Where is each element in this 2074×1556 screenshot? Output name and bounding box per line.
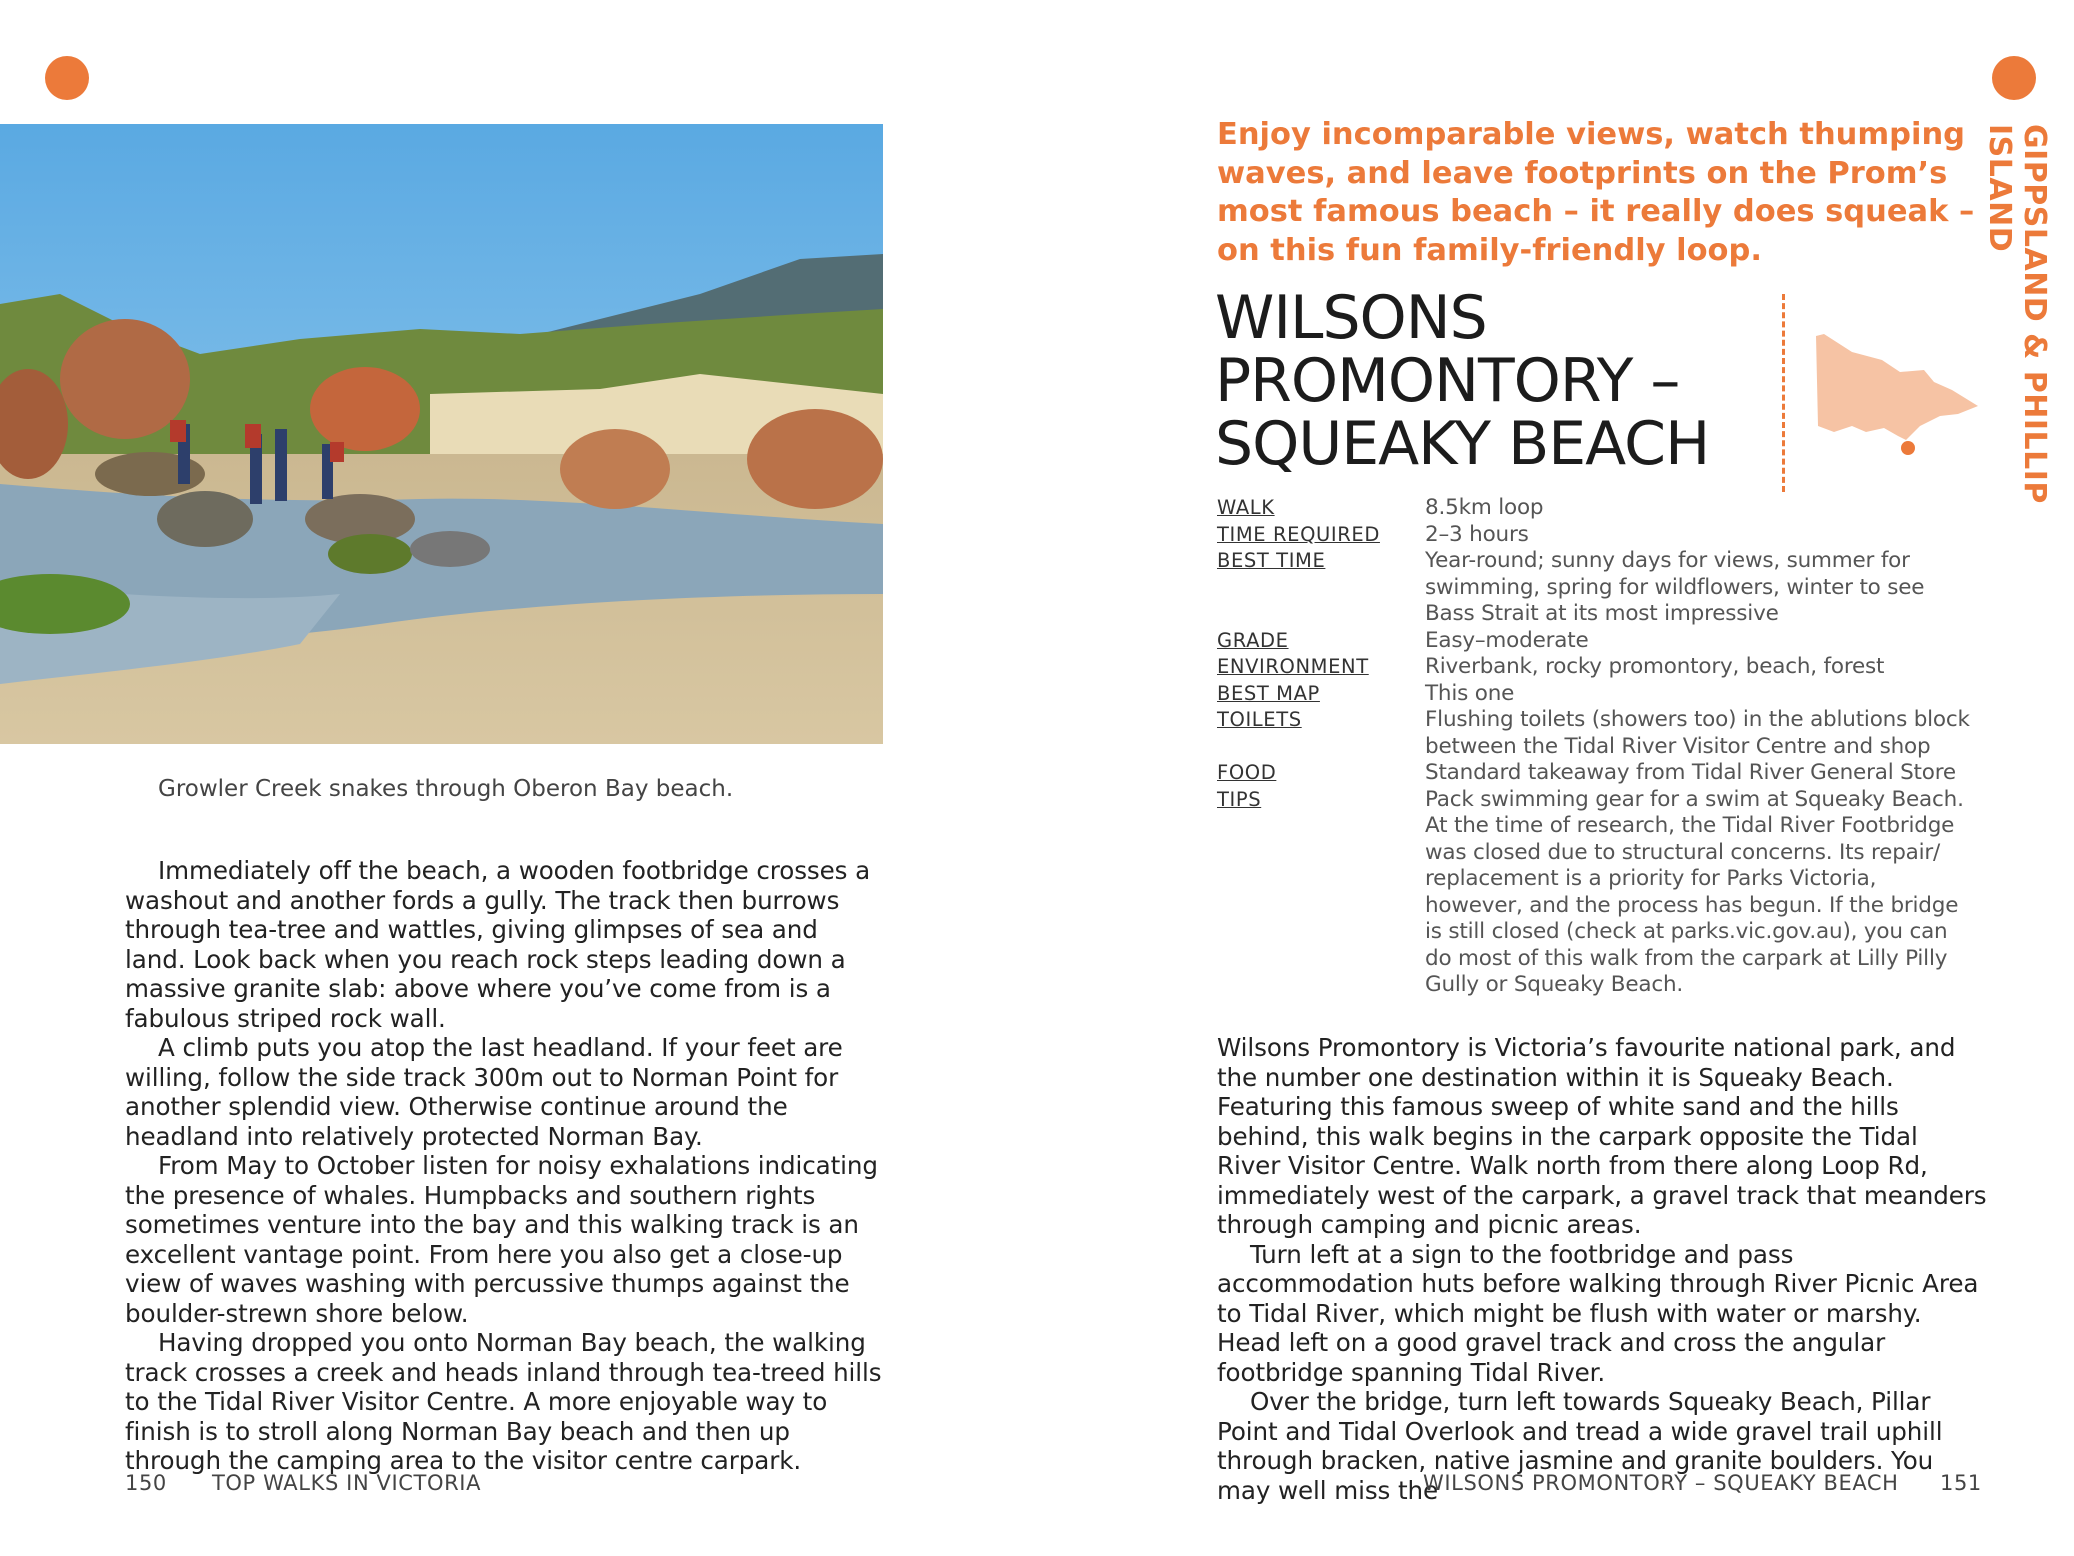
info-value: Standard takeaway from Tidal River General Store [1425, 760, 1956, 785]
info-row [1217, 707, 1977, 760]
left-running-head: TOP WALKS IN VICTORIA [212, 1471, 482, 1495]
info-row [1217, 654, 1977, 681]
info-value: Pack swimming gear for a swim at Squeaky Beach. At the time of research, the Tidal River Footbridge was closed due to structural concerns. Its repair/ replacement is a priority for Parks Victoria, however, and the process has begun. If the bridge is still closed (check at parks.vic.gov.au), you can do most of this walk from the carpark at Lilly Pilly Gully or Squeaky Beach. [1425, 786, 1964, 997]
info-value: Year-round; sunny days for views, summer for swimming, spring for wildflowers, winter to see Bass Strait at its most impressive [1425, 548, 1925, 626]
info-value: Riverbank, rocky promontory, beach, forest [1425, 654, 1885, 679]
intro-text: Enjoy incomparable views, watch thumping waves, and leave footprints on the Prom’s most famous beach – it really does squeak – on this fun family-friendly loop. [1217, 117, 1975, 268]
walk-info-table [1217, 495, 1977, 999]
info-value: Flushing toilets (showers too) in the ablutions block between the Tidal River Visitor Centre and shop [1425, 707, 1970, 759]
info-label: BEST TIME [1217, 549, 1326, 572]
dashed-divider [1782, 294, 1785, 492]
info-row [1217, 522, 1977, 549]
info-value: 2–3 hours [1425, 521, 1529, 547]
info-label: BEST MAP [1217, 681, 1320, 705]
right-running-head: WILSONS PROMONTORY – SQUEAKY BEACH [1423, 1471, 1899, 1495]
info-row [1217, 628, 1977, 655]
beach-photo-illustration [0, 124, 883, 744]
paragraph: Wilsons Promontory is Victoria’s favourite national park, and the number one destination within it is Squeaky Beach. Featuring this famous sweep of white sand and the hills behind, this walk begins in the carpark opposite the Tidal River Visitor Centre. Walk north from there along Loop Rd, immediately west of the carpark, a gravel track that meanders through camping and picnic areas. [1217, 1033, 1987, 1239]
info-label: TIME REQUIRED [1217, 522, 1380, 546]
right-page-number: 151 [1940, 1471, 1982, 1495]
info-label: TOILETS [1217, 708, 1302, 731]
beach-photo [0, 124, 883, 744]
info-value: Easy–moderate [1425, 627, 1589, 653]
walk-title-line: PROMONTORY – [1215, 346, 1680, 416]
info-row [1217, 495, 1977, 522]
photo-caption: Growler Creek snakes through Oberon Bay beach. [158, 776, 734, 802]
left-corner-dot [45, 56, 89, 100]
paragraph: From May to October listen for noisy exhalations indicating the presence of whales. Humpbacks and southern rights sometimes venture into the bay and this walking track is an excellent vantage point. From here you also get a close-up view of waves washing with percussive thumps against the boulder-strewn shore below. [125, 1151, 878, 1328]
info-value: This one [1425, 680, 1515, 706]
walk-title-line: SQUEAKY BEACH [1215, 409, 1710, 479]
right-body-text [1217, 1033, 1987, 1505]
paragraph: A climb puts you atop the last headland. If your feet are willing, follow the side track 300m out to Norman Point for another splendid view. Otherwise continue around the headland into relatively protected Norman Bay. [125, 1033, 843, 1151]
location-marker [1901, 441, 1915, 455]
left-body-text [125, 856, 885, 1476]
info-label: TIPS [1217, 787, 1262, 811]
info-label: GRADE [1217, 628, 1289, 652]
paragraph: Turn left at a sign to the footbridge and pass accommodation huts before walking through River Picnic Area to Tidal River, which might be flush with water or marshy. Head left on a good gravel track and cross the angular footbridge spanning Tidal River. [1217, 1239, 1979, 1387]
paragraph: Immediately off the beach, a wooden footbridge crosses a washout and another fords a gully. The track then burrows through tea-tree and wattles, giving glimpses of sea and land. Look back when you reach rock steps leading down a massive granite slab: above where you’ve come from is a fabulous striped rock wall. [125, 856, 871, 1033]
info-row [1217, 681, 1977, 708]
walk-title [1215, 283, 1775, 479]
info-label: FOOD [1217, 761, 1277, 784]
info-row [1217, 548, 1977, 628]
paragraph: Over the bridge, turn left towards Squeaky Beach, Pillar Point and Tidal Overlook and tread a wide gravel trail uphill through bracken, native jasmine and granite boulders. You may well miss the [1217, 1387, 1943, 1505]
victoria-locator-map [1812, 330, 1980, 470]
walk-title-line: WILSONS [1215, 283, 1487, 353]
info-row [1217, 760, 1977, 787]
right-corner-dot [1992, 56, 2036, 100]
info-label: WALK [1217, 496, 1275, 519]
left-page-number: 150 [125, 1471, 167, 1495]
paragraph: Having dropped you onto Norman Bay beach, the walking track crosses a creek and heads inland through tea-treed hills to the Tidal River Visitor Centre. A more enjoyable way to finish is to stroll along Norman Bay beach and then up through the camping area to the visitor centre carpark. [125, 1328, 882, 1475]
info-value: 8.5km loop [1425, 495, 1544, 520]
info-label: ENVIRONMENT [1217, 655, 1369, 678]
region-tab: GIPPSLAND & PHILLIP ISLAND [1982, 124, 2052, 504]
info-row [1217, 787, 1977, 999]
